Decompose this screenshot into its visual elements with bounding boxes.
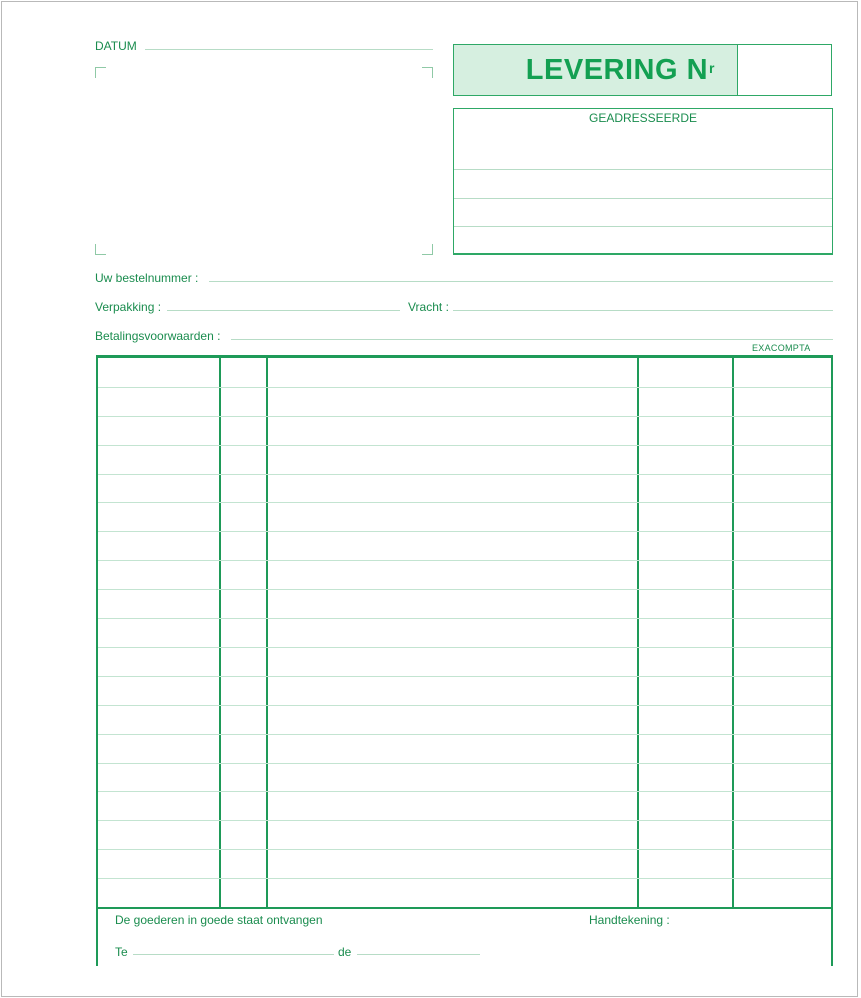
table-row-line bbox=[98, 820, 831, 821]
delivery-note-form bbox=[1, 1, 858, 997]
table-column-divider bbox=[732, 358, 734, 907]
table-row-line bbox=[98, 416, 831, 417]
table-row-line bbox=[98, 618, 831, 619]
table-row-line bbox=[98, 878, 831, 879]
date-label: DATUM bbox=[95, 39, 137, 53]
address-window-corner bbox=[422, 67, 433, 78]
table-row-line bbox=[98, 531, 831, 532]
address-window-corner bbox=[422, 244, 433, 255]
addressee-line bbox=[454, 198, 832, 199]
table-row-line bbox=[98, 589, 831, 590]
addressee-label: GEADRESSEERDE bbox=[588, 111, 698, 125]
table-row-line bbox=[98, 676, 831, 677]
addressee-line bbox=[454, 169, 832, 170]
form-title: LEVERING $N^r$ bbox=[525, 54, 715, 86]
title-box bbox=[453, 44, 832, 96]
table-row-line bbox=[98, 849, 831, 850]
address-window-corner bbox=[95, 244, 106, 255]
title-superscript: r bbox=[709, 60, 715, 76]
goods-received-label: De goederen in goede staat ontvangen bbox=[115, 913, 323, 927]
footer-border-right bbox=[831, 909, 833, 966]
date-received-label: de bbox=[338, 945, 352, 959]
signature-field[interactable] bbox=[672, 912, 822, 962]
brand-label: EXACOMPTA bbox=[752, 343, 811, 353]
date-field-line[interactable] bbox=[145, 49, 433, 50]
table-row-line bbox=[98, 734, 831, 735]
title-fill bbox=[454, 45, 738, 95]
table-column-divider bbox=[266, 358, 268, 907]
table-row-line bbox=[98, 445, 831, 446]
date-received-field-line[interactable] bbox=[357, 954, 480, 955]
place-label: Te bbox=[115, 945, 128, 959]
packaging-label: Verpakking : bbox=[95, 300, 162, 314]
payment-terms-field-line[interactable] bbox=[231, 339, 833, 340]
payment-terms-label: Betalingsvoorwaarden : bbox=[95, 329, 221, 343]
addressee-box[interactable] bbox=[453, 108, 833, 255]
place-field-line[interactable] bbox=[133, 954, 334, 955]
table-row-line bbox=[98, 791, 831, 792]
table-row-line bbox=[98, 647, 831, 648]
table-row-line bbox=[98, 560, 831, 561]
delivery-number-field[interactable] bbox=[738, 45, 831, 95]
address-window-corner bbox=[95, 67, 106, 78]
footer-border-left bbox=[96, 909, 98, 966]
table-column-divider bbox=[219, 358, 221, 907]
order-number-label: Uw bestelnummer : bbox=[95, 271, 199, 285]
order-number-field-line[interactable] bbox=[209, 281, 833, 282]
table-row-line bbox=[98, 474, 831, 475]
items-table[interactable] bbox=[96, 355, 833, 909]
table-column-divider bbox=[637, 358, 639, 907]
freight-label: Vracht : bbox=[408, 300, 449, 314]
table-row-line bbox=[98, 387, 831, 388]
table-row-line bbox=[98, 705, 831, 706]
table-row-line bbox=[98, 502, 831, 503]
packaging-field-line[interactable] bbox=[167, 310, 400, 311]
addressee-line bbox=[454, 226, 832, 227]
signature-label: Handtekening : bbox=[589, 913, 670, 927]
freight-field-line[interactable] bbox=[453, 310, 833, 311]
table-row-line bbox=[98, 763, 831, 764]
